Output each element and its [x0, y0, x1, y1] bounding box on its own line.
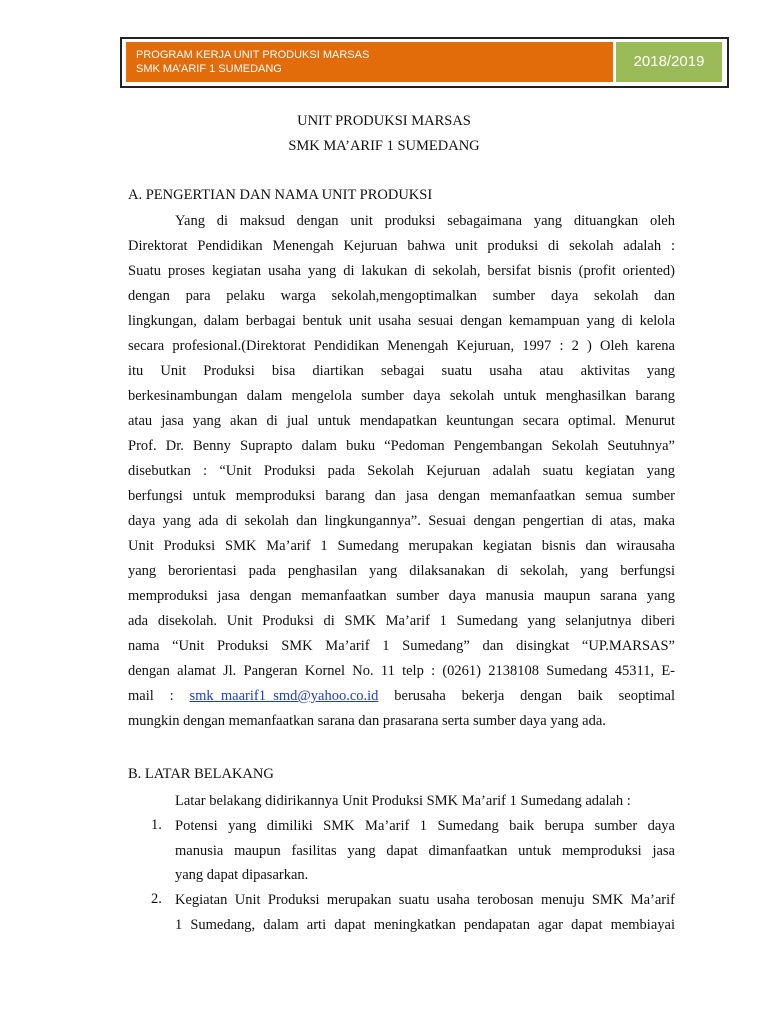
paragraph-line: dengan para pelaku warga sekolah,mengoptimalkan sumber daya sekolah dan	[128, 288, 675, 304]
doc-title: UNIT PRODUKSI MARSAS	[297, 113, 471, 129]
paragraph-line: ada disekolah. Unit Produksi di SMK Ma’arif 1 Sumedang yang selanjutnya diberi	[128, 613, 675, 629]
section-a-heading: A. PENGERTIAN DAN NAMA UNIT PRODUKSI	[128, 187, 433, 203]
email-line	[128, 687, 675, 705]
paragraph-line: dengan alamat Jl. Pangeran Kornel No. 11 telp : (0261) 2138108 Sumedang 45311, E-	[128, 663, 675, 679]
list-item-line: 1 Sumedang, dalam arti dapat meningkatkan pendapatan agar dapat membiayai	[175, 916, 675, 933]
paragraph-line: berkesinambungan dalam mengelola sumber daya sekolah untuk menghasilkan barang	[128, 388, 675, 404]
list-item-line: Potensi yang dimiliki SMK Ma’arif 1 Sumedang baik berupa sumber daya	[175, 818, 675, 834]
list-item-line: yang dapat dipasarkan.	[175, 867, 309, 883]
email-link[interactable]: smk_maarif1_smd@yahoo.co.id	[189, 688, 379, 704]
paragraph-line: Yang di maksud dengan unit produksi sebagaimana yang dituangkan oleh	[175, 213, 675, 229]
paragraph-line: Suatu proses kegiatan usaha yang di lakukan di sekolah, bersifat bisnis (profit oriented)	[128, 263, 675, 279]
paragraph-line: atau jasa yang akan di jual untuk mendapatkan keuntungan secara optimal. Menurut	[128, 413, 675, 429]
header-program-title	[126, 42, 613, 82]
email-prefix: mail :	[128, 688, 174, 704]
paragraph-line: daya yang ada di sekolah dan lingkungannya”. Sesuai dengan pengertian di atas, maka	[128, 513, 675, 529]
paragraph-line: mungkin dengan memanfaatkan sarana dan prasarana serta sumber daya yang ada.	[128, 713, 606, 729]
header-year: 2018/2019	[616, 42, 722, 82]
paragraph-line: disebutkan : “Unit Produksi pada Sekolah Kejuruan adalah suatu kegiatan yang	[128, 463, 675, 479]
list-number: 1.	[151, 817, 162, 833]
paragraph-line: lingkungan, dalam berbagai bentuk unit usaha sesuai dengan kemampuan yang di kelola	[128, 313, 675, 329]
page-header	[120, 37, 729, 88]
paragraph-line: Direktorat Pendidikan Menengah Kejuruan bahwa unit produksi di sekolah adalah :	[128, 238, 675, 254]
section-b-heading: B. LATAR BELAKANG	[128, 766, 274, 782]
header-line-1: PROGRAM KERJA UNIT PRODUKSI MARSAS	[136, 49, 370, 61]
paragraph-line: memproduksi jasa dengan memanfaatkan sumber daya manusia maupun sarana yang	[128, 588, 675, 604]
section-b-intro: Latar belakang didirikannya Unit Produksi SMK Ma’arif 1 Sumedang adalah :	[175, 793, 631, 809]
list-number: 2.	[151, 891, 162, 907]
doc-subtitle: SMK MA’ARIF 1 SUMEDANG	[288, 138, 480, 154]
paragraph-line: nama “Unit Produksi SMK Ma’arif 1 Sumedang” dan disingkat “UP.MARSAS”	[128, 638, 675, 654]
header-line-2: SMK MA’ARIF 1 SUMEDANG	[136, 63, 282, 75]
paragraph-line: Prof. Dr. Benny Suprapto dalam buku “Pedoman Pengembangan Sekolah Seutuhnya”	[128, 438, 675, 454]
paragraph-line: Unit Produksi SMK Ma’arif 1 Sumedang merupakan kegiatan bisnis dan wirausaha	[128, 538, 675, 554]
list-item-line: Kegiatan Unit Produksi merupakan suatu usaha terobosan menuju SMK Ma’arif	[175, 892, 675, 908]
paragraph-line: yang berorientasi pada penghasilan yang dilaksanakan di sekolah, yang berfungsi	[128, 563, 675, 579]
paragraph-line: berfungsi untuk memproduksi barang dan jasa dengan memanfaatkan semua sumber	[128, 488, 675, 504]
email-suffix: berusaha bekerja dengan baik seoptimal	[394, 688, 676, 704]
paragraph-line: itu Unit Produksi bisa diartikan sebagai suatu usaha atau aktivitas yang	[128, 363, 675, 379]
paragraph-line: secara profesional.(Direktorat Pendidikan Menengah Kejuruan, 1997 : 2 ) Oleh karena	[128, 338, 675, 354]
list-item-line: manusia maupun fasilitas yang dapat dimanfaatkan untuk memproduksi jasa	[175, 842, 675, 859]
